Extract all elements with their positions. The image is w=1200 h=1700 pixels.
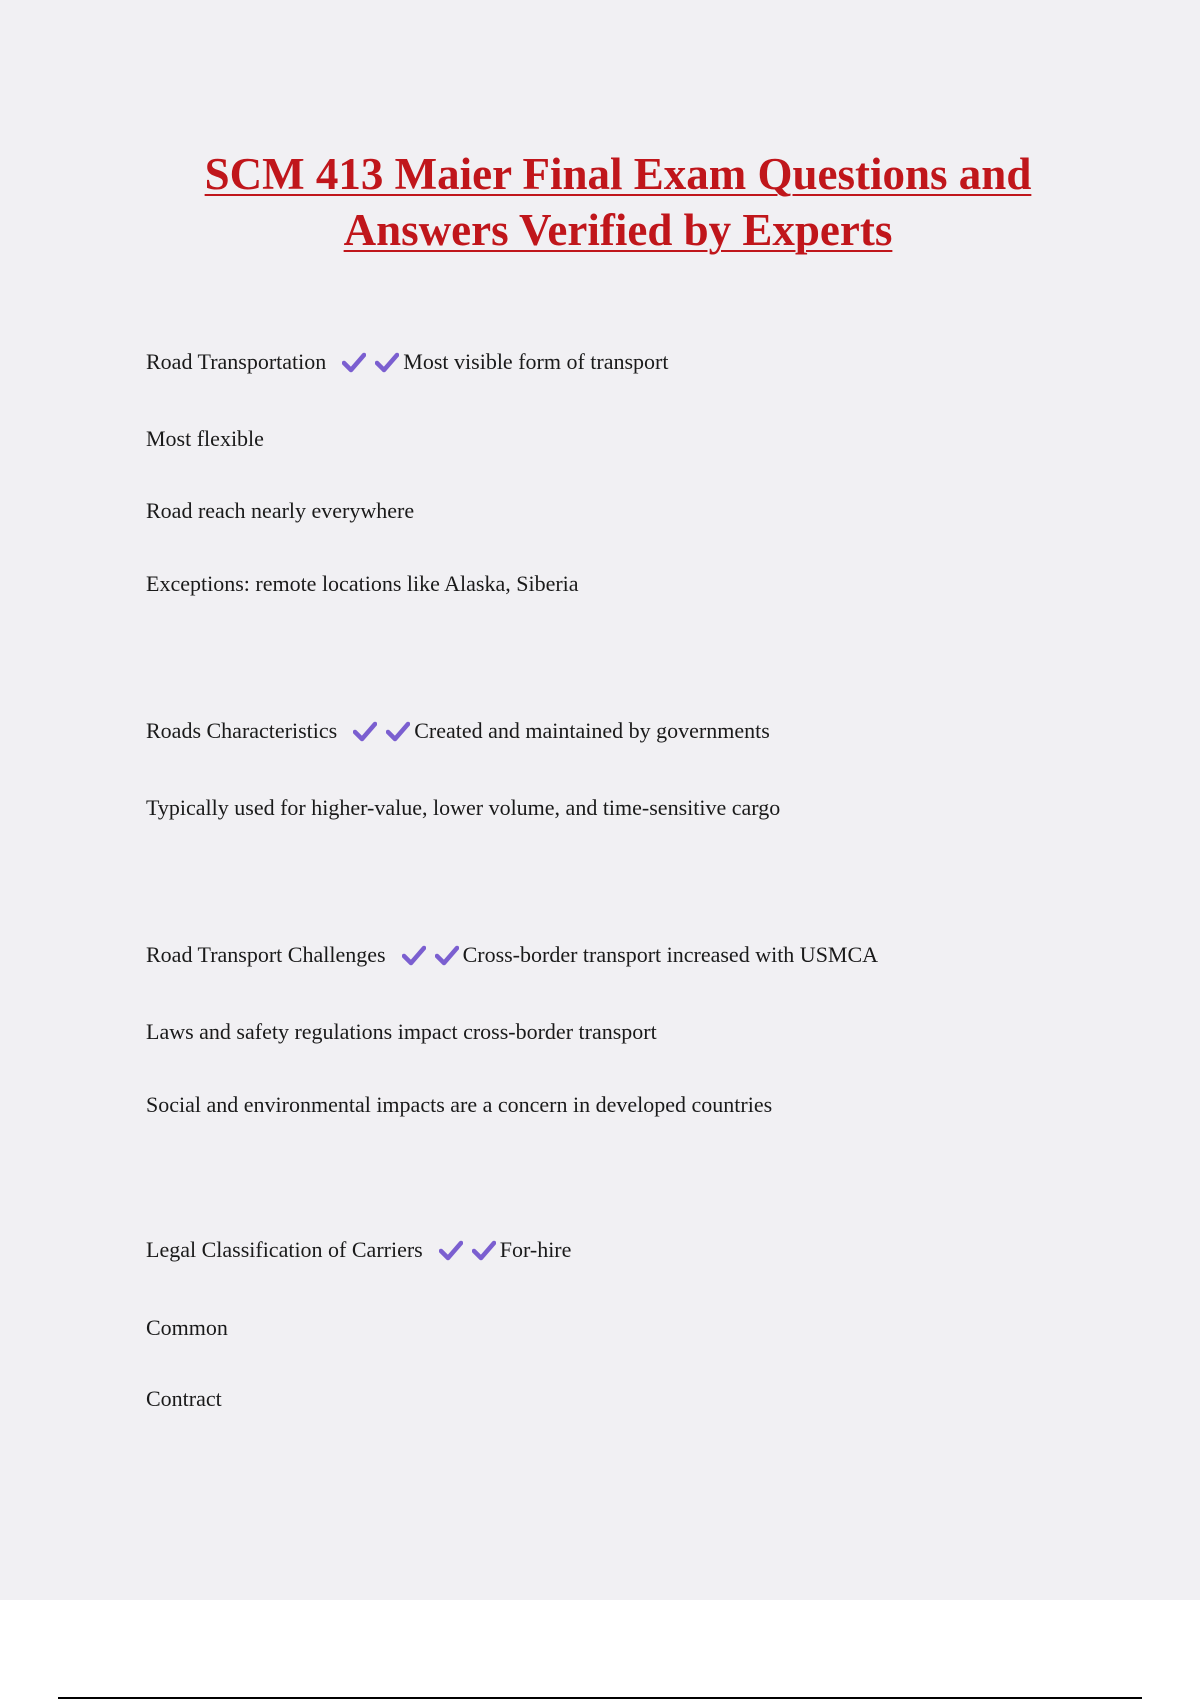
answer-text: Cross-border transport increased with USMCA	[462, 942, 879, 967]
answer-text: For-hire	[499, 1237, 572, 1262]
question-line	[146, 347, 669, 377]
answer-line: Social and environmental impacts are a concern in developed countries	[146, 1092, 773, 1117]
double-check-marks	[402, 944, 461, 966]
check-icon	[435, 944, 459, 966]
answer-line: Contract	[146, 1386, 222, 1411]
question-line	[146, 940, 878, 970]
double-check-marks	[439, 1239, 498, 1261]
answer-line: Typically used for higher-value, lower volume, and time-sensitive cargo	[146, 795, 781, 820]
answer-line: Most flexible	[146, 426, 264, 451]
document-title	[100, 146, 1136, 258]
question-text: Road Transport Challenges	[146, 942, 386, 967]
question-text: Legal Classification of Carriers	[146, 1237, 423, 1262]
title-line-1: SCM 413 Maier Final Exam Questions and	[204, 149, 1032, 199]
double-check-marks	[342, 351, 401, 373]
check-icon	[472, 1239, 496, 1261]
answer-line: Road reach nearly everywhere	[146, 498, 415, 523]
double-check-marks	[353, 720, 412, 742]
question-text: Roads Characteristics	[146, 718, 338, 743]
check-icon	[342, 351, 366, 373]
answer-line: Common	[146, 1315, 228, 1340]
question-line	[146, 716, 770, 746]
answer-line: Laws and safety regulations impact cross-border transport	[146, 1019, 657, 1044]
title-line-2: Answers Verified by Experts	[343, 205, 893, 255]
answer-text: Created and maintained by governments	[414, 718, 770, 743]
question-line	[146, 1235, 571, 1265]
check-icon	[353, 720, 377, 742]
footer-divider	[58, 1697, 1142, 1699]
answer-text: Most visible form of transport	[403, 349, 669, 374]
check-icon	[402, 944, 426, 966]
check-icon	[439, 1239, 463, 1261]
question-text: Road Transportation	[146, 349, 327, 374]
check-icon	[386, 720, 410, 742]
answer-line: Exceptions: remote locations like Alaska, Siberia	[146, 571, 579, 596]
check-icon	[375, 351, 399, 373]
